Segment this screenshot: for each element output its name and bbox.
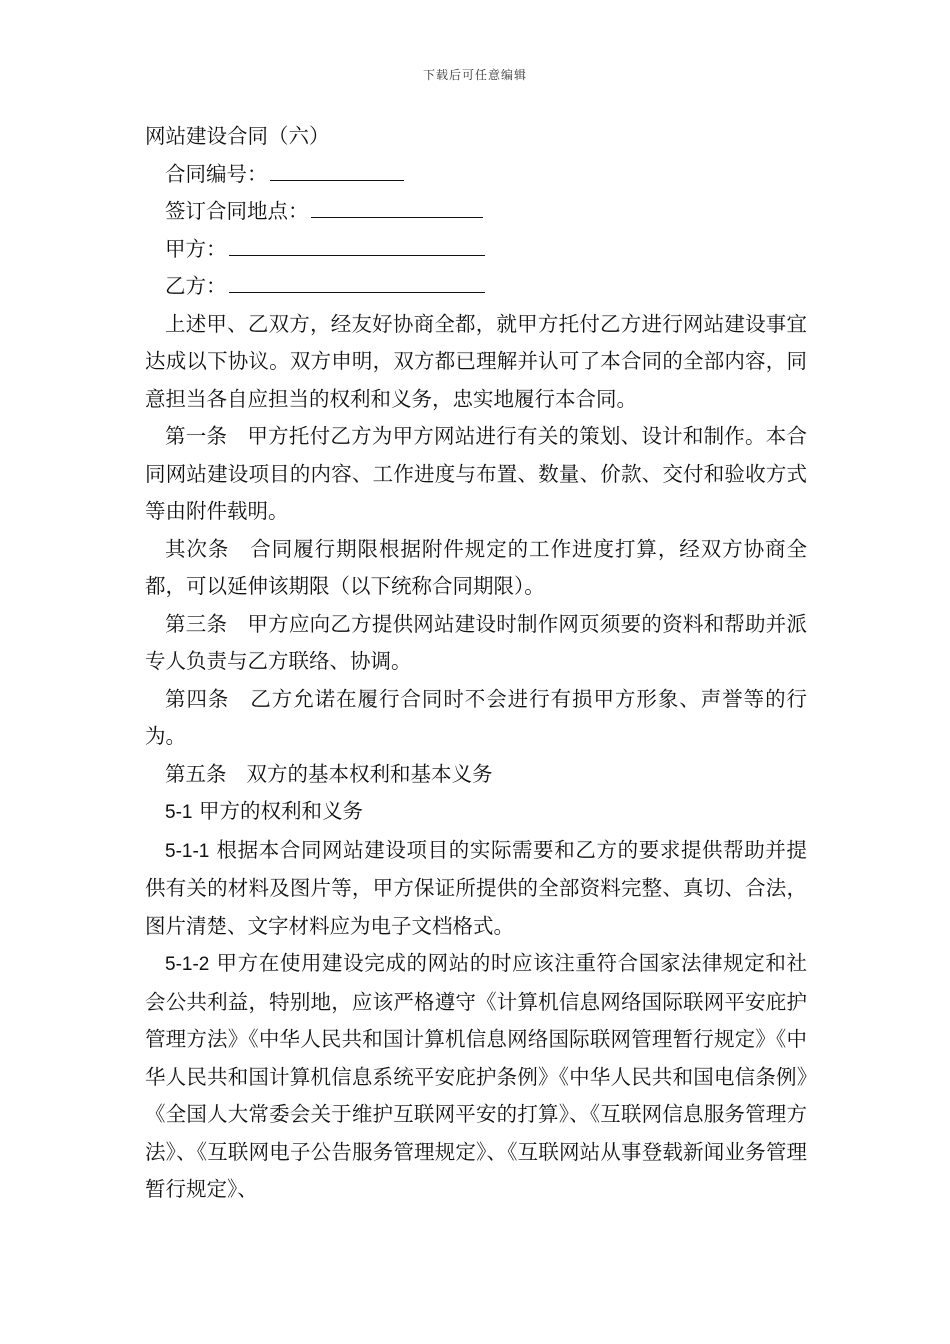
paragraph-text: 甲方托付乙方为甲方网站进行有关的策划、设计和制作。本合同网站建设项目的内容、工作进度与布置、数量、价款、交付和验收方式等由附件载明。 [145,424,808,523]
article-4-paragraph [145,681,807,756]
article-1-paragraph [145,418,807,531]
document-title: 网站建设合同（六） [145,124,330,148]
party-b-blank [229,268,485,293]
article-heading: 第三条 [165,611,228,636]
clause-5-1-2-paragraph [145,945,807,1209]
document-body [145,118,807,1209]
clause-number: 5-1-2 [165,954,210,975]
contract-number-field [145,156,807,194]
article-3-paragraph [145,606,807,681]
paragraph-text: 乙方允诺在履行合同时不会进行有损甲方形象、声誉等的行为。 [145,686,808,748]
contract-number-blank [270,156,404,181]
clause-number: 5-1-1 [165,840,210,862]
article-2-paragraph [145,531,807,606]
clause-5-1-1-paragraph [145,832,807,946]
article-heading: 第四条 [165,686,230,711]
paragraph-text: 甲方在使用建设完成的网站的时应该注重符合国家法律规定和社会公共利益，特别地，应该严格遵守《计算机信息网络国际联网平安庇护管理方法》《中华人民共和国计算机信息网络国际联网管理暂行规定》《中华人民共和国计算机信息系统平安庇护条例》《中华人民共和国电信条例》《全国人大常委会关于维护互联网平安的打算》、《互联网信息服务管理方法》、《互联网电子公告服务管理规定》、《互联网站从事登载新闻业务管理暂行规定》、 [145,951,807,1201]
field-label: 合同编号： [165,161,268,186]
article-5-paragraph [145,756,807,794]
paragraph-text: 合同履行期限根据附件规定的工作进度打算，经双方协商全都，可以延伸该期限（以下统称合同期限）。 [145,536,808,598]
paragraph-text: 上述甲、乙双方，经友好协商全都，就甲方托付乙方进行网站建设事宜达成以下协议。双方申明，双方都已理解并认可了本合同的全部内容，同意担当各自应担当的权利和义务，忠实地履行本合同。 [145,311,807,411]
article-heading: 第五条 [165,761,227,786]
paragraph-text: 根据本合同网站建设项目的实际需要和乙方的要求提供帮助并提供有关的材料及图片等，甲方保证所提供的全部资料完整、真切、合法，图片清楚、文字材料应为电子文档格式。 [145,837,807,938]
clause-5-1-paragraph [145,793,807,832]
party-a-blank [229,231,485,256]
page-header: 下载后可任意编辑 [422,68,527,82]
signing-place-field [145,193,807,231]
field-label: 签订合同地点： [165,199,309,223]
paragraph-text: 甲方应向乙方提供网站建设时制作网页须要的资料和帮助并派专人负责与乙方联络、协调。 [145,611,808,673]
paragraph-text: 甲方的权利和义务 [199,799,363,823]
party-a-field [145,231,807,269]
party-b-field [145,268,807,306]
field-label: 甲方： [165,236,227,261]
article-heading: 第一条 [165,424,228,448]
clause-number: 5-1 [165,802,193,823]
signing-place-blank [311,193,483,218]
field-label: 乙方： [165,274,227,298]
paragraph-text: 双方的基本权利和基本义务 [246,761,493,786]
preamble-paragraph [145,306,807,419]
article-heading: 其次条 [165,536,230,561]
